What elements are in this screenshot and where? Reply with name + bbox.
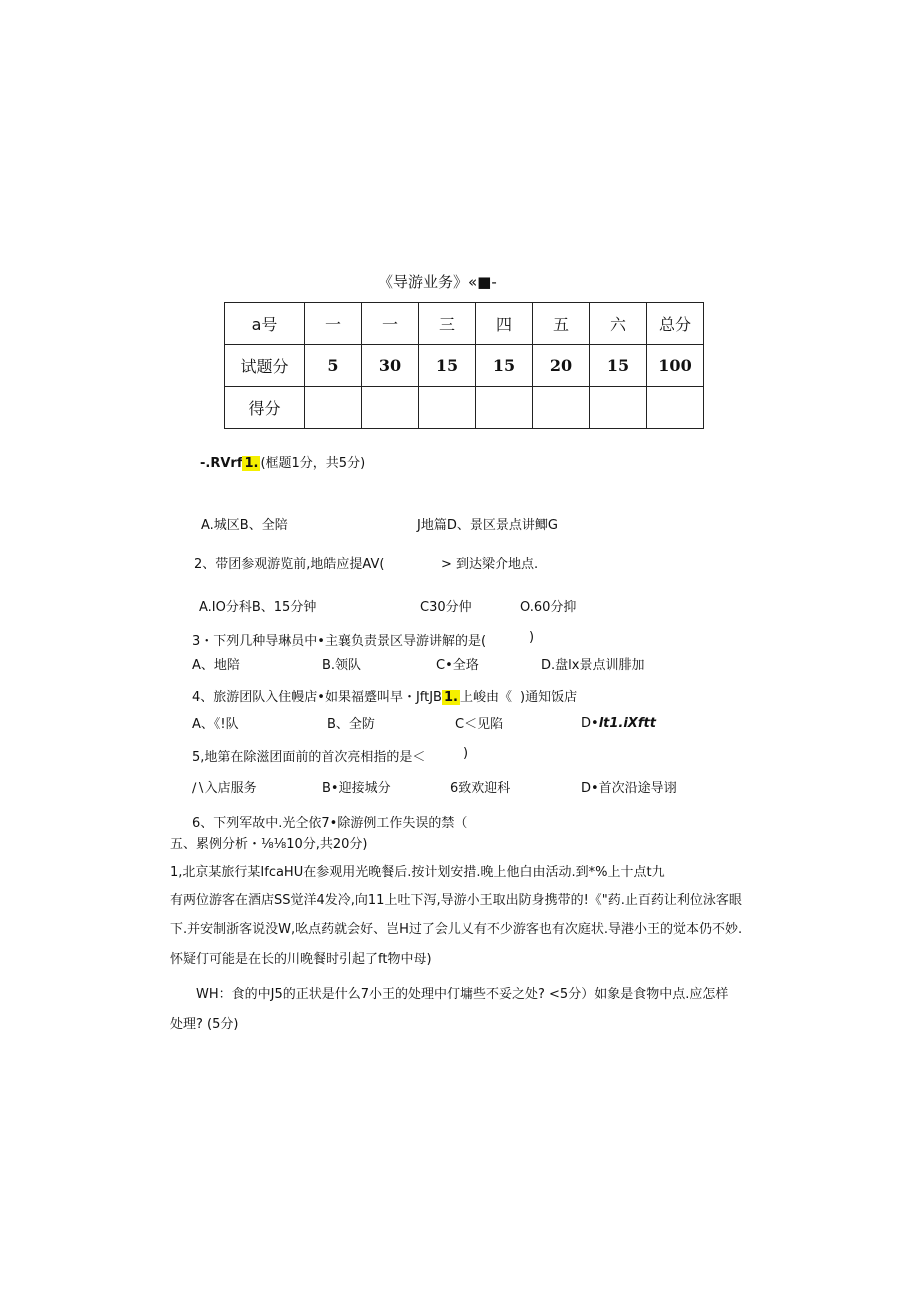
q4-stem-text: 4、旅游团队入住幔店•如果福蹙叫早・JftJB xyxy=(192,690,442,705)
q3-option-d: D.盘lx景点训腓加 xyxy=(541,658,645,673)
table-cell: 5 xyxy=(305,345,362,387)
q3-stem-close: ) xyxy=(529,630,535,645)
q4-option-a: A、《!队 xyxy=(192,717,239,732)
q2-option-ab: A.IO分科B、15分钟 xyxy=(199,600,317,615)
table-cell: 20 xyxy=(533,345,590,387)
heading-text: (框题1分，共5分) xyxy=(260,456,366,471)
q4-option-d-text: lt1.iXftt xyxy=(598,716,656,731)
q5-option-c: 6致欢迎科 xyxy=(450,781,511,796)
q1-option-ab: A.城区B、全陪 xyxy=(201,518,288,533)
table-cell: a号 xyxy=(225,303,305,345)
case-paragraph-line: 怀疑仃可能是在长的川晚餐时引起了ft物中母) xyxy=(170,952,432,967)
table-cell: 五 xyxy=(533,303,590,345)
case-paragraph-line: 下.并安制浙客说没W,吆点药就会好、岂H过了会儿乂有不少游客也有次庭状.导港小王的觉本仍不妙. xyxy=(170,922,743,937)
score-table-points-row xyxy=(225,345,704,387)
score-input-cell[interactable] xyxy=(305,387,362,429)
table-cell: 30 xyxy=(362,345,419,387)
table-cell: 试题分 xyxy=(225,345,305,387)
q4-stem-end: )通知饭店 xyxy=(520,690,578,705)
q2-option-c: C30分仲 xyxy=(420,600,472,615)
q5-option-d: D•首次沿途导诩 xyxy=(581,781,677,796)
score-input-cell[interactable] xyxy=(362,387,419,429)
q3-stem: 3・下列几种导琳员中•主襄负责景区导游讲解的是( xyxy=(192,634,487,649)
q3-option-b: B.领队 xyxy=(322,658,362,673)
highlight-mark: 1. xyxy=(443,690,458,705)
table-cell: 三 xyxy=(419,303,476,345)
score-table-header-row xyxy=(225,303,704,345)
heading-text: -.RVrf xyxy=(200,456,243,471)
table-cell: 总分 xyxy=(647,303,704,345)
q5-option-a: ∕∖入店服务 xyxy=(192,781,257,796)
score-input-cell[interactable] xyxy=(533,387,590,429)
table-cell: 15 xyxy=(476,345,533,387)
q2-option-d: O.60分抑 xyxy=(520,600,577,615)
q6-stem: 6、下列军故中.光仝依7•除游例工作失误的禁（ xyxy=(192,816,468,831)
highlight-mark: 1. xyxy=(244,456,259,471)
q4-option-d-label: D• xyxy=(581,716,599,731)
score-input-cell[interactable] xyxy=(647,387,704,429)
table-cell: 一 xyxy=(362,303,419,345)
q2-stem: 2、带团参观游览前,地皓应提AV( xyxy=(194,557,385,572)
q3-option-c: C•全珞 xyxy=(436,658,479,673)
q4-option-b: B、全防 xyxy=(327,717,375,732)
q3-option-a: A、地陪 xyxy=(192,658,240,673)
q5-option-b: B•迎接城分 xyxy=(322,781,391,796)
case-paragraph-line: 1,北京某旅行某IfcaHU在参观用光晚餐后.按计划安措.晚上他白由活动.到*%上十点t九 xyxy=(170,865,665,880)
table-cell: 15 xyxy=(419,345,476,387)
table-cell: 四 xyxy=(476,303,533,345)
q2-stem-end: > 到达梁介地点. xyxy=(441,557,539,572)
document-title: 《导游业务》«■- xyxy=(378,273,497,291)
table-cell: 得分 xyxy=(225,387,305,429)
q4-option-c: C＜见陷 xyxy=(455,717,504,732)
table-cell: 100 xyxy=(647,345,704,387)
score-input-cell[interactable] xyxy=(590,387,647,429)
q4-stem xyxy=(192,686,512,705)
section-one-heading xyxy=(200,452,365,471)
q5-stem: 5,地第在除滋团面前的首次亮相指的是＜ xyxy=(192,750,426,765)
table-cell: 六 xyxy=(590,303,647,345)
q1-option-d: J地篇D、景区景点讲鲫G xyxy=(417,518,558,533)
table-cell: 15 xyxy=(590,345,647,387)
score-table xyxy=(224,302,704,429)
q5-stem-close: ) xyxy=(463,746,469,761)
table-cell: 一 xyxy=(305,303,362,345)
q4-option-d xyxy=(581,716,656,731)
case-question-line: WH：食的中J5的正状是什么7小王的处理中仃墉些不妥之处? <5分）如象是食物中点.应怎样 xyxy=(196,987,729,1002)
score-table-score-row xyxy=(225,387,704,429)
score-input-cell[interactable] xyxy=(419,387,476,429)
case-paragraph-line: 有两位游客在酒店SS觉洋4发冷,向11上吐下泻,导游小王取出防身携带的!《"药.止百药让利位泳客眼 xyxy=(170,893,742,908)
score-input-cell[interactable] xyxy=(476,387,533,429)
q4-stem-text: 上峻由《 xyxy=(459,690,512,705)
case-question-line: 处理? (5分) xyxy=(170,1017,239,1032)
section-five-heading: 五、累例分析・⅛⅛10分,共20分) xyxy=(170,837,368,852)
